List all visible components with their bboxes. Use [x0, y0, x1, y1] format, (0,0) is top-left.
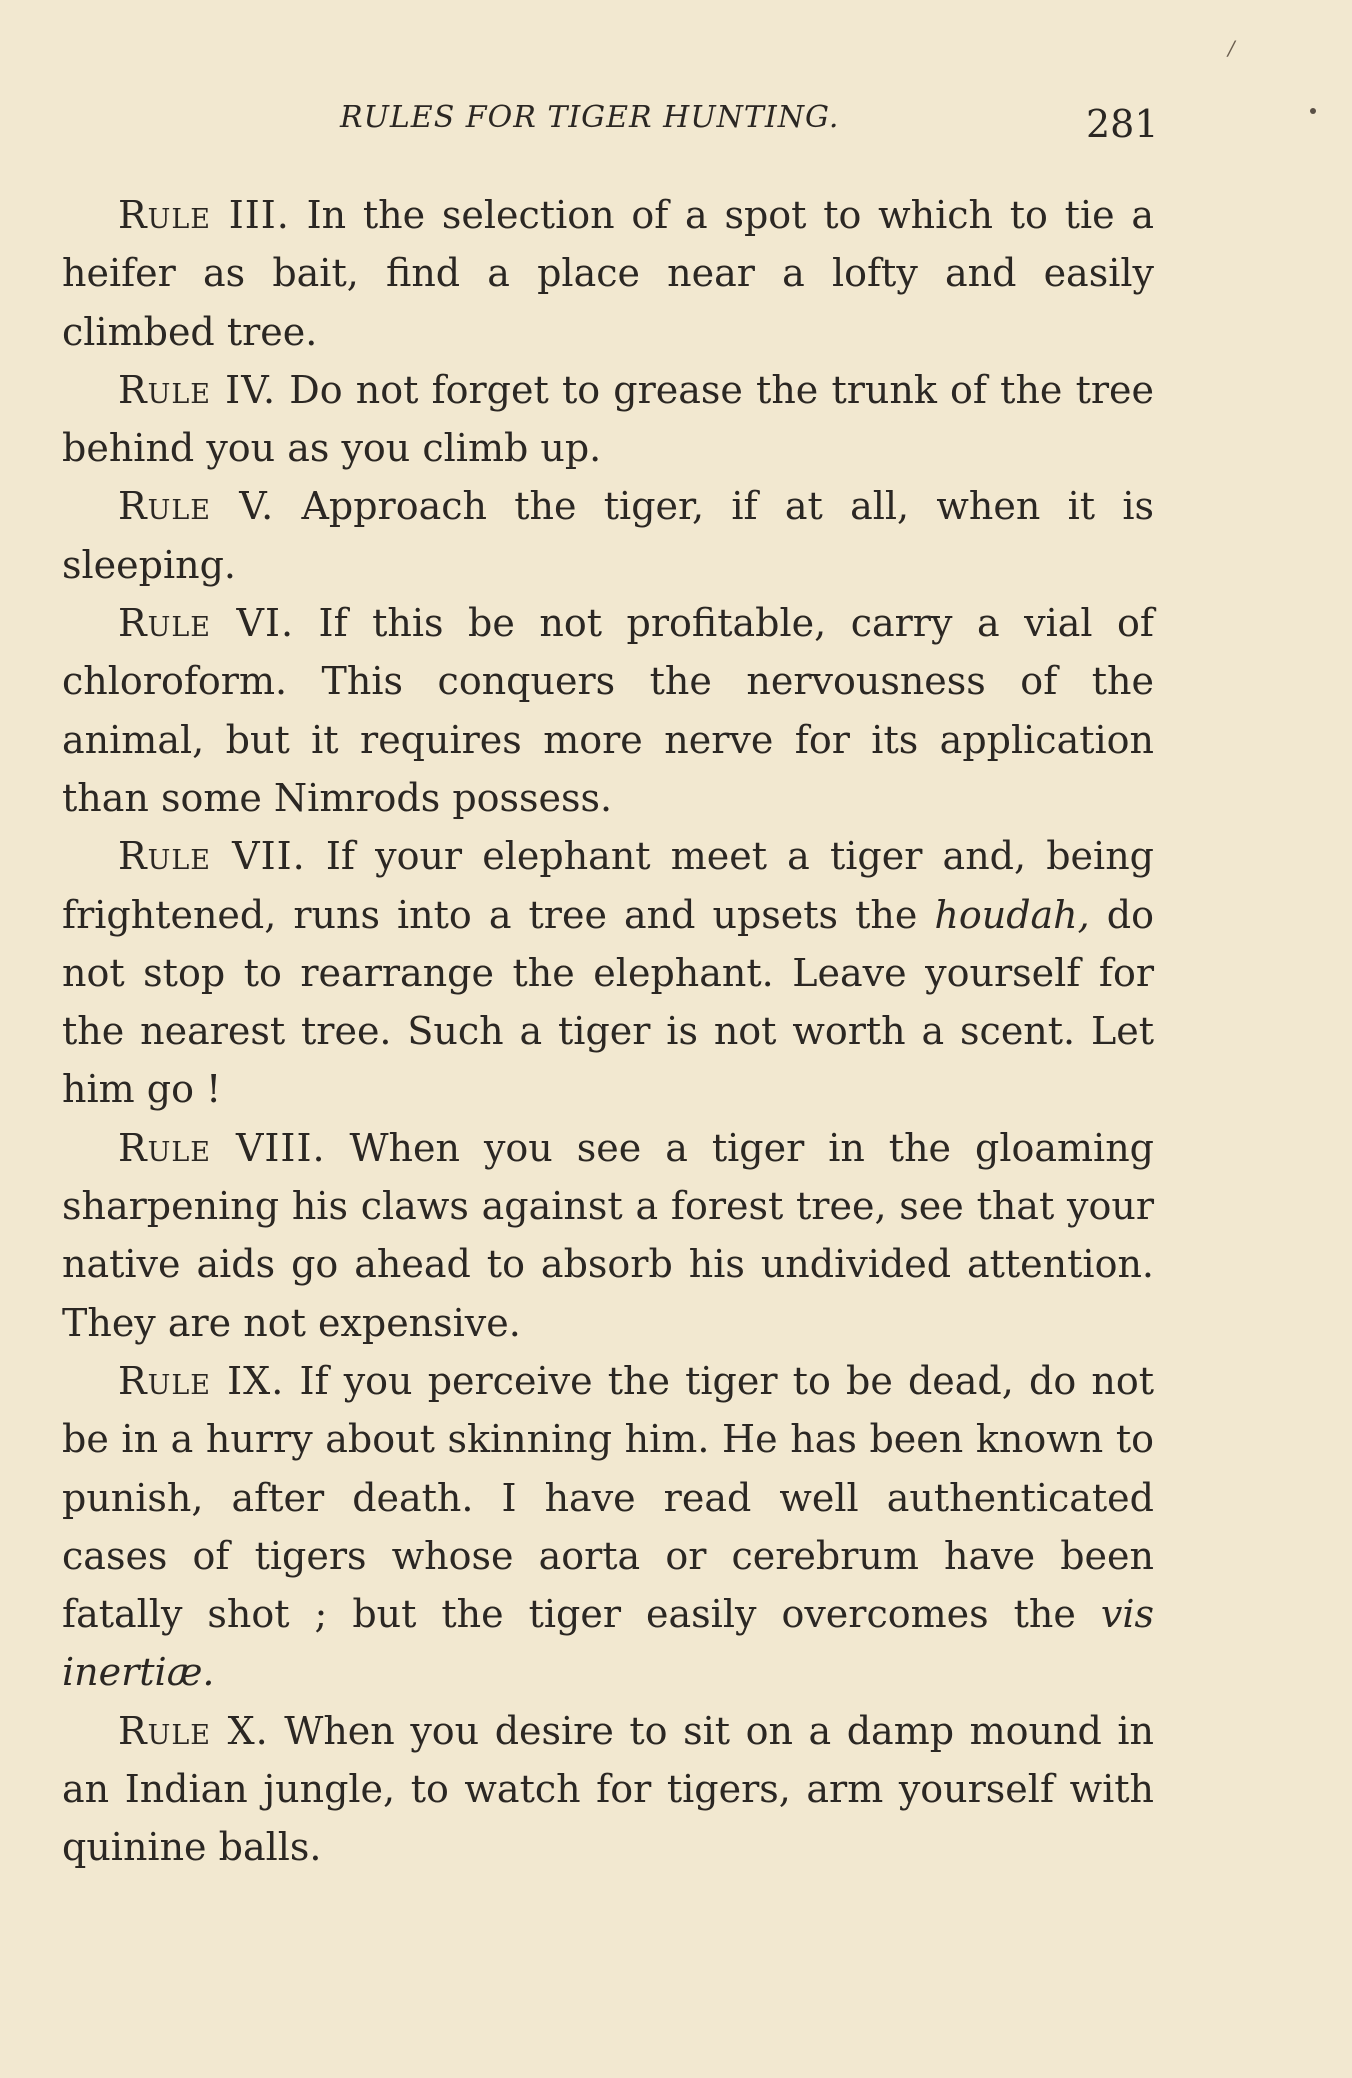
rule-text: When you see a tiger in the gloaming sharpening his claws against a forest tree, see that your native aids go ahead to absorb his undivided attention. They are not expensive. [62, 1125, 1154, 1345]
running-title: RULES FOR TIGER HUNTING. [340, 100, 840, 135]
margin-mark: / [1228, 36, 1235, 60]
italic-term: vis inertiæ. [62, 1592, 1154, 1695]
rule-7 [62, 827, 1154, 1118]
rule-3 [62, 186, 1154, 361]
page-number: 281 [1086, 102, 1159, 146]
rule-label: Rule VIII. [118, 1125, 326, 1170]
rule-text: If your elephant meet a tiger and, being frightened, runs into a tree and upsets the [62, 834, 1154, 937]
rule-6 [62, 594, 1154, 827]
rule-8 [62, 1119, 1154, 1352]
margin-dot [1310, 108, 1316, 114]
body-text [62, 186, 1154, 1877]
rule-text: When you desire to sit on a damp mound in an Indian jungle, to watch for tigers, arm yourself with quinine balls. [62, 1708, 1154, 1870]
rule-9 [62, 1352, 1154, 1702]
rule-label: Rule V. [118, 484, 275, 529]
rule-5 [62, 477, 1154, 594]
rule-label: Rule X. [118, 1708, 269, 1753]
rule-label: Rule III. [118, 193, 290, 237]
italic-term: houdah, [934, 892, 1090, 937]
rule-label: Rule IX. [118, 1358, 285, 1403]
rule-4 [62, 361, 1154, 478]
rule-text: do not stop to rearrange the elephant. Leave yourself for the nearest tree. Such a tiger is not worth a scent. Let him go ! [62, 892, 1154, 1112]
page-header [0, 96, 1352, 146]
rule-10 [62, 1702, 1154, 1877]
rule-text: Do not forget to grease the trunk of the tree behind you as you climb up. [62, 367, 1154, 471]
rule-text: Approach the tiger, if at all, when it is sleeping. [62, 484, 1154, 587]
rule-label: Rule IV. [118, 367, 277, 412]
rule-text: If this be not profitable, carry a vial of chloroform. This conquers the nervousness of the animal, but it requires more nerve for its application than some Nimrods possess. [62, 601, 1154, 820]
rule-text: If you perceive the tiger to be dead, do not be in a hurry about skinning him. He has been known to punish, after death. I have read well authenticated cases of tigers whose aorta or cerebrum have been fatally shot ; but the tiger easily overcomes the [62, 1358, 1154, 1637]
rule-label: Rule VI. [118, 601, 295, 646]
rule-text: In the selection of a spot to which to tie a heifer as bait, find a place near a lofty and easily climbed tree. [62, 193, 1155, 354]
rule-label: Rule VII. [118, 834, 306, 879]
